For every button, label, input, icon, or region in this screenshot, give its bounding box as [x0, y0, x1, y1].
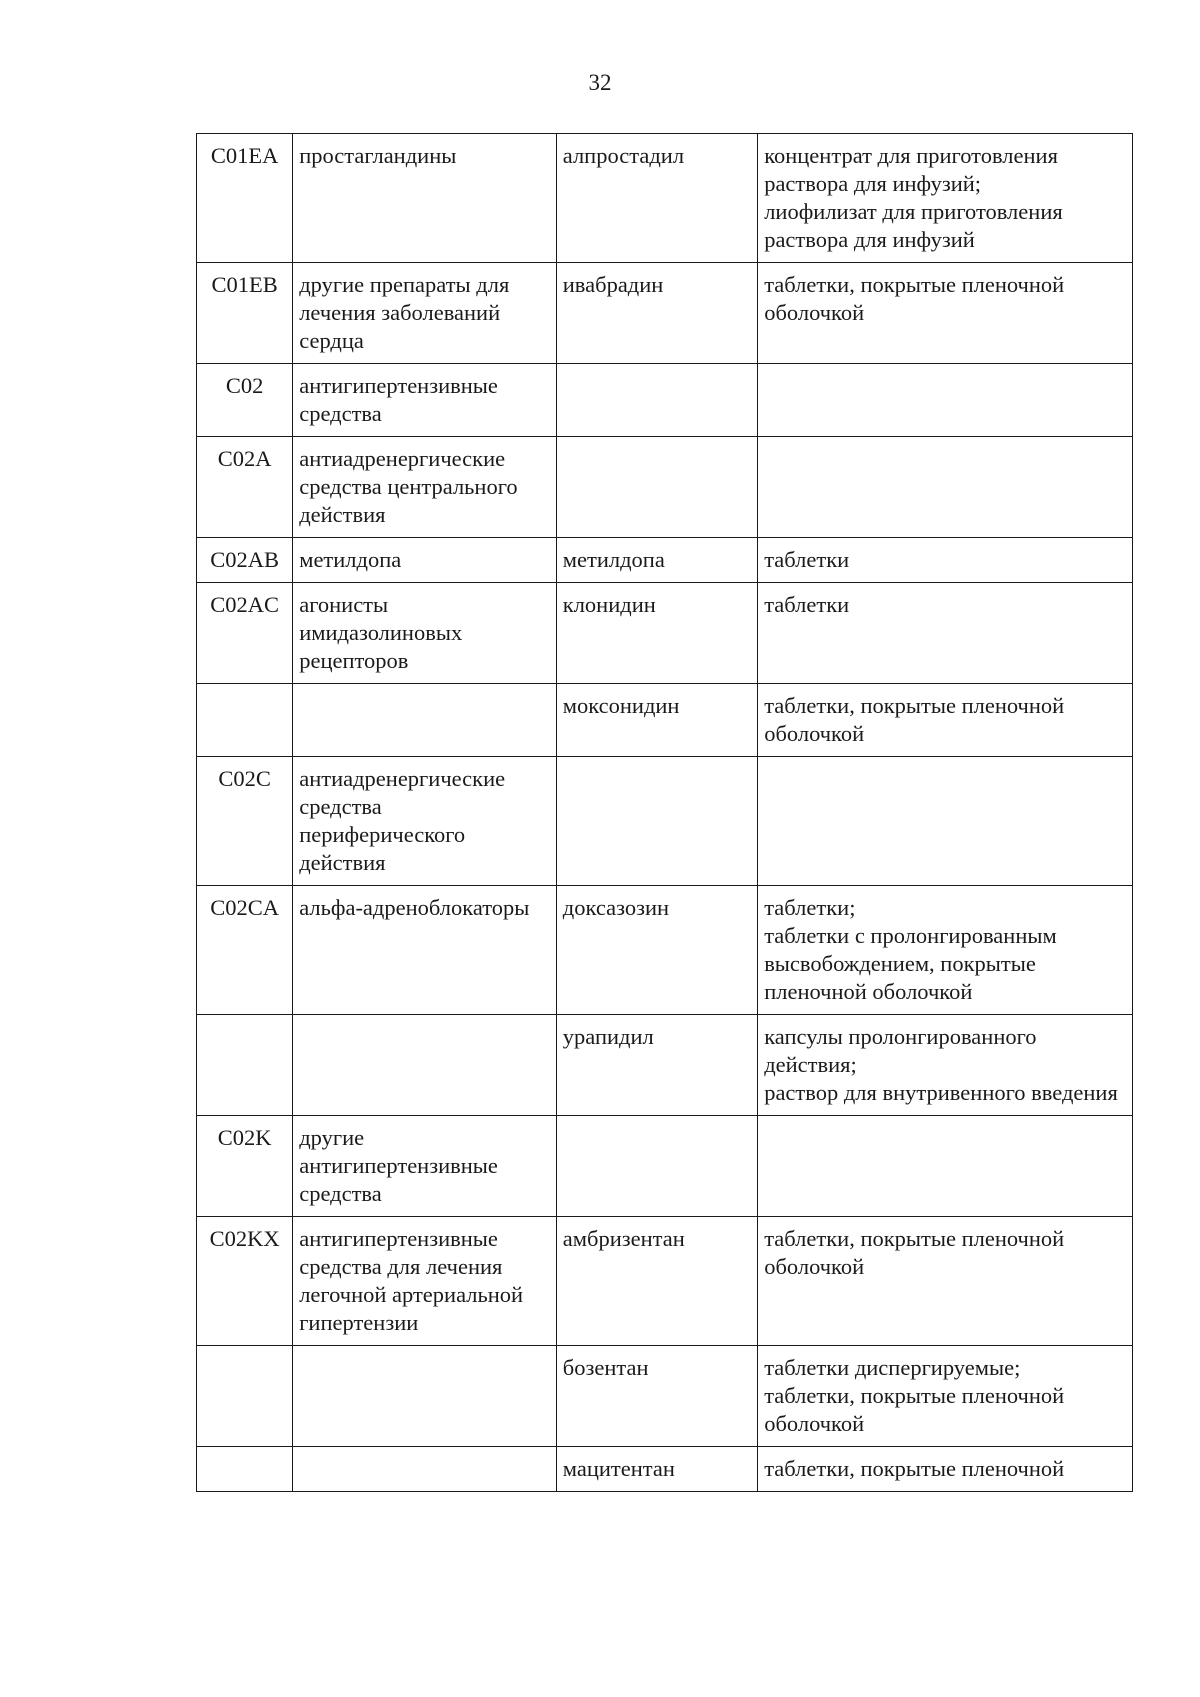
table-row — [197, 684, 1133, 757]
table-row — [197, 364, 1133, 437]
drug-name-cell: моксонидин — [556, 684, 757, 757]
dosage-form-line: таблетки диспергируемые; — [764, 1355, 1021, 1380]
dosage-form-cell — [758, 1346, 1133, 1447]
drug-name-cell: мацитентан — [556, 1447, 757, 1492]
dosage-form-cell — [758, 263, 1133, 364]
atc-code-cell: C02A — [197, 437, 293, 538]
atc-code-cell — [197, 1447, 293, 1492]
table-row — [197, 134, 1133, 263]
drug-name-cell: бозентан — [556, 1346, 757, 1447]
dosage-form-cell — [758, 1015, 1133, 1116]
pharmacological-group-cell — [293, 1447, 557, 1492]
atc-code-cell: C02K — [197, 1116, 293, 1217]
atc-code-cell: C02 — [197, 364, 293, 437]
dosage-form-line: таблетки — [764, 592, 850, 617]
dosage-form-line: таблетки, покрытые пленочной оболочкой — [764, 693, 1065, 746]
drug-name-cell — [556, 437, 757, 538]
dosage-form-cell — [758, 757, 1133, 886]
dosage-form-cell — [758, 134, 1133, 263]
dosage-form-line: таблетки, покрытые пленочной оболочкой — [764, 272, 1065, 325]
atc-code-cell: C02AC — [197, 583, 293, 684]
pharmacological-group-cell: антигипертензивные средства — [293, 364, 557, 437]
pharmacological-group-cell: другие препараты для лечения заболеваний сердца — [293, 263, 557, 364]
drug-name-cell: алпростадил — [556, 134, 757, 263]
atc-code-cell: C02C — [197, 757, 293, 886]
pharmacological-group-cell: антиадренергические средства центрального действия — [293, 437, 557, 538]
drug-name-cell: метилдопа — [556, 538, 757, 583]
drug-name-cell: урапидил — [556, 1015, 757, 1116]
pharmacological-group-cell: метилдопа — [293, 538, 557, 583]
dosage-form-line: капсулы пролонгированного действия; — [764, 1024, 1037, 1077]
dosage-form-line: таблетки с пролонгированным высвобождением, покрытые пленочной оболочкой — [764, 923, 1057, 1004]
table-row — [197, 1447, 1133, 1492]
dosage-form-cell — [758, 538, 1133, 583]
dosage-form-line: раствор для внутривенного введения — [764, 1080, 1118, 1105]
pharmacological-group-cell: другие антигипертензивные средства — [293, 1116, 557, 1217]
table-row — [197, 263, 1133, 364]
drug-name-cell — [556, 757, 757, 886]
dosage-form-cell — [758, 1116, 1133, 1217]
atc-code-cell — [197, 1015, 293, 1116]
dosage-form-line: таблетки; — [764, 895, 856, 920]
dosage-form-line: таблетки, покрытые пленочной оболочкой — [764, 1226, 1065, 1279]
pharmacological-group-cell: агонисты имидазолиновых рецепторов — [293, 583, 557, 684]
atc-code-cell: C01EA — [197, 134, 293, 263]
dosage-form-cell — [758, 437, 1133, 538]
pharmacological-group-cell: антигипертензивные средства для лечения легочной артериальной гипертензии — [293, 1217, 557, 1346]
dosage-form-cell — [758, 583, 1133, 684]
dosage-form-cell — [758, 1447, 1133, 1492]
dosage-form-line: таблетки, покрытые пленочной оболочкой — [764, 1383, 1065, 1436]
table-row — [197, 1015, 1133, 1116]
atc-code-cell — [197, 1346, 293, 1447]
atc-code-cell: C02AB — [197, 538, 293, 583]
dosage-form-cell — [758, 364, 1133, 437]
drug-name-cell: доксазозин — [556, 886, 757, 1015]
dosage-form-cell — [758, 684, 1133, 757]
dosage-form-line: концентрат для приготовления раствора для инфузий; — [764, 143, 1058, 196]
dosage-form-cell — [758, 886, 1133, 1015]
pharmacological-group-cell — [293, 684, 557, 757]
page-number: 32 — [588, 70, 612, 95]
dosage-form-line: таблетки, покрытые пленочной — [764, 1456, 1065, 1481]
pharmacological-group-cell — [293, 1346, 557, 1447]
table-row — [197, 1346, 1133, 1447]
pharmacological-group-cell: альфа-адреноблокаторы — [293, 886, 557, 1015]
drug-name-cell: ивабрадин — [556, 263, 757, 364]
atc-code-cell — [197, 684, 293, 757]
atc-code-cell: C01EB — [197, 263, 293, 364]
drug-name-cell — [556, 1116, 757, 1217]
table-row — [197, 1116, 1133, 1217]
drug-table — [196, 133, 1133, 1492]
atc-code-cell: C02CA — [197, 886, 293, 1015]
table-row — [197, 538, 1133, 583]
pharmacological-group-cell: антиадренергические средства периферического действия — [293, 757, 557, 886]
table-row — [197, 437, 1133, 538]
atc-code-cell: C02KX — [197, 1217, 293, 1346]
table-row — [197, 1217, 1133, 1346]
dosage-form-line: таблетки — [764, 547, 850, 572]
dosage-form-line: лиофилизат для приготовления раствора для инфузий — [764, 199, 1063, 252]
pharmacological-group-cell: простагландины — [293, 134, 557, 263]
table-body — [197, 134, 1133, 1492]
table-row — [197, 757, 1133, 886]
drug-name-cell: амбризентан — [556, 1217, 757, 1346]
table-row — [197, 886, 1133, 1015]
dosage-form-cell — [758, 1217, 1133, 1346]
drug-name-cell: клонидин — [556, 583, 757, 684]
table-row — [197, 583, 1133, 684]
drug-name-cell — [556, 364, 757, 437]
pharmacological-group-cell — [293, 1015, 557, 1116]
